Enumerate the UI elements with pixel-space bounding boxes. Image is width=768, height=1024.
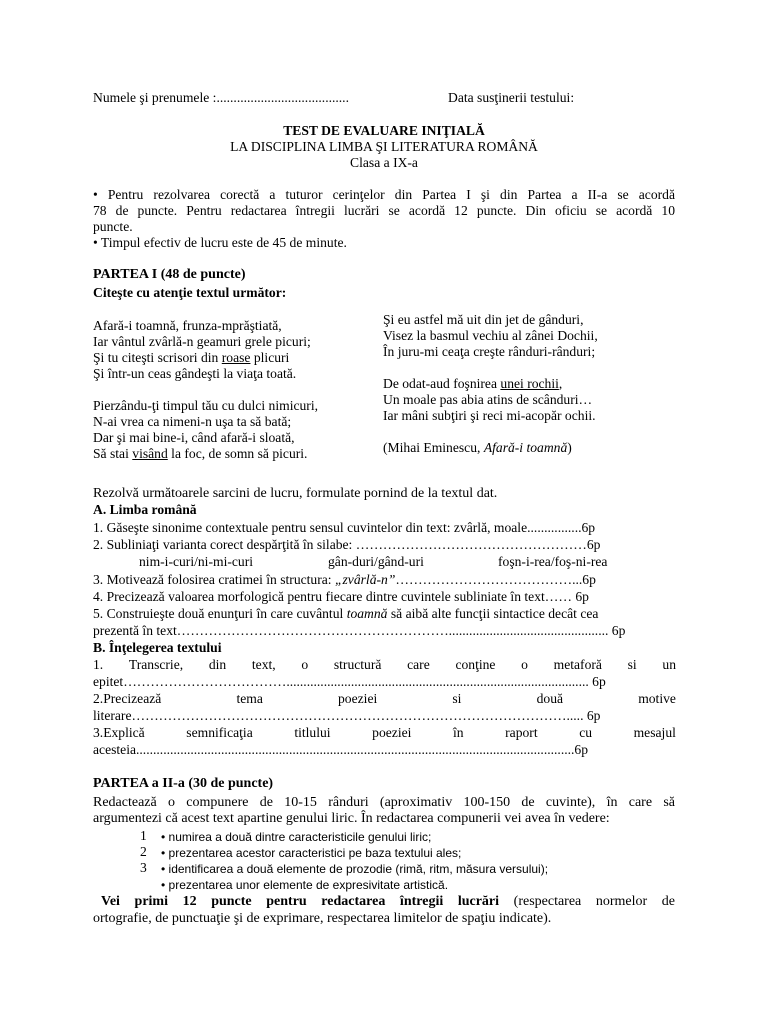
underlined-word-roase: roase bbox=[221, 350, 251, 365]
intro-time-line: • Timpul efectiv de lucru este de 45 de minute. bbox=[93, 235, 347, 250]
syllable-option-1: nim-i-curi/ni-mi-curi bbox=[139, 554, 254, 569]
question-a1: 1. Găseşte sinonime contextuale pentru sensul cuvintelor din text: zvârlă, moale................6p bbox=[93, 520, 596, 535]
question-b3-line-1: 3.Explică semnificaţia titlului poeziei în raport cu mesajul bbox=[93, 725, 676, 740]
poem-left-line-7: Dar şi mai bine-i, când afară-i sloată, bbox=[93, 430, 295, 445]
poem-right-line-5: Un moale pas abia atins de scânduri… bbox=[383, 392, 593, 407]
question-b1-line-1: 1. Transcrie, din text, o structură care conţine o metaforă si un bbox=[93, 657, 676, 672]
underlined-words-unei-rochii: unei rochii bbox=[500, 376, 559, 391]
intro-line-2: 78 de puncte. Pentru redactarea întregii lucrări se acordă 12 puncte. Din oficiu se acordă 10 bbox=[93, 203, 675, 218]
discipline-title: LA DISCIPLINA LIMBA ŞI LITERATURA ROMÂNĂ bbox=[230, 139, 538, 154]
poem-right-line-1: Şi eu astfel mă uit din jet de gânduri, bbox=[383, 312, 584, 327]
part1-heading: PARTEA I (48 de puncte) bbox=[93, 267, 246, 282]
requirement-number-1: 1 bbox=[140, 828, 147, 843]
poem-left-line-8: Să stai visând la foc, de somn să picuri. bbox=[93, 446, 308, 461]
question-b2-line-2: literare……………………………………………………………………………………..... 6p bbox=[93, 708, 601, 723]
question-a5-line-2: prezentă în text……………………………………………………............................................... 6p bbox=[93, 623, 626, 638]
student-name-field: Numele şi prenumele :....................................... bbox=[93, 90, 349, 105]
intro-line-1: • Pentru rezolvarea corectă a tuturor cerinţelor din Partea I şi din Partea a II-a se acordă bbox=[93, 187, 675, 202]
poem-left-line-5: Pierzându-ţi timpul tău cu dulci nimicuri, bbox=[93, 398, 319, 413]
part2-line-2: argumentezi că acest text apartine genului liric. În redactarea compunerii vei avea în vedere: bbox=[93, 811, 610, 826]
tasks-intro: Rezolvă următoarele sarcini de lucru, formulate pornind de la textul dat. bbox=[93, 486, 498, 501]
intro-line-3: puncte. bbox=[93, 219, 133, 234]
syllable-option-2: gân-duri/gând-uri bbox=[328, 554, 424, 569]
question-a2: 2. Subliniaţi varianta corect despărţită în silabe: ……………………………………………6p bbox=[93, 537, 601, 552]
question-a3: 3. Motivează folosirea cratimei în structura: „zvârlă-n”…………………………………...6p bbox=[93, 572, 596, 587]
part2-heading: PARTEA a II-a (30 de puncte) bbox=[93, 776, 274, 791]
underlined-word-visand: visând bbox=[132, 446, 168, 461]
requirement-number-3: 3 bbox=[140, 860, 147, 875]
poem-left-line-1: Afară-i toamnă, frunza-mprăştiată, bbox=[93, 318, 282, 333]
question-b1-line-2: epitet………………………………......................................................................................... 6p bbox=[93, 674, 606, 689]
class-level: Clasa a IX-a bbox=[350, 155, 418, 170]
question-b3-line-2: acesteia.................................................................................................................................6p bbox=[93, 742, 589, 757]
requirement-item-1: • numirea a două dintre caracteristicile genului liric; bbox=[161, 830, 432, 844]
test-title: TEST DE EVALUARE INIŢIALĂ bbox=[283, 123, 485, 138]
poem-left-line-6: N-ai vrea ca nimeni-n uşa ta să bată; bbox=[93, 414, 292, 429]
poem-right-line-4: De odat-aud foşnirea unei rochii, bbox=[383, 376, 563, 391]
question-a5-line-1: 5. Construieşte două enunţuri în care cuvântul toamnă să aibă alte funcţii sintactice decât cea bbox=[93, 606, 599, 621]
requirement-number-2: 2 bbox=[140, 844, 147, 859]
test-date-field: Data susţinerii testului: bbox=[448, 90, 575, 105]
section-b-heading: B. Înţelegerea textului bbox=[93, 640, 222, 655]
poem-left-line-4: Şi într-un ceas gândeşti la viaţa toată. bbox=[93, 366, 297, 381]
final-note-line-2: ortografie, de punctuaţie şi de exprimare, respectarea limitelor de spaţiu indicate). bbox=[93, 911, 552, 926]
requirement-item-3: • identificarea a două elemente de prozodie (rimă, ritm, măsura versului); bbox=[161, 862, 549, 876]
section-a-heading: A. Limba română bbox=[93, 502, 197, 517]
poem-left-line-3: Şi tu citeşti scrisori din roase plicuri bbox=[93, 350, 290, 365]
syllable-option-3: foşn-i-rea/foş-ni-rea bbox=[498, 554, 608, 569]
part2-line-1: Redactează o compunere de 10-15 rânduri (aproximativ 100-150 de cuvinte), în care să bbox=[93, 795, 675, 810]
poem-right-line-6: Iar mâni subţiri şi reci mi-acopăr ochii. bbox=[383, 408, 596, 423]
question-a4: 4. Precizează valoarea morfologică pentru fiecare dintre cuvintele subliniate în text…… 6p bbox=[93, 589, 589, 604]
part1-subheading: Citeşte cu atenţie textul următor: bbox=[93, 285, 287, 300]
requirement-item-2: • prezentarea acestor caracteristici pe baza textului ales; bbox=[161, 846, 462, 860]
final-note-line-1: Vei primi 12 puncte pentru redactarea întregii lucrări (respectarea normelor de bbox=[101, 894, 676, 909]
poem-left-line-2: Iar vântul zvârlă-n geamuri grele picuri; bbox=[93, 334, 311, 349]
poem-source: (Mihai Eminescu, Afară-i toamnă) bbox=[383, 440, 572, 455]
poem-right-line-2: Visez la basmul vechiu al zânei Dochii, bbox=[383, 328, 598, 343]
requirement-item-4: • prezentarea unor elemente de expresivitate artistică. bbox=[161, 878, 449, 892]
poem-right-line-3: În juru-mi ceaţa creşte rânduri-rânduri; bbox=[383, 344, 596, 359]
question-b2-line-1: 2.Precizează tema poeziei si două motive bbox=[93, 691, 676, 706]
